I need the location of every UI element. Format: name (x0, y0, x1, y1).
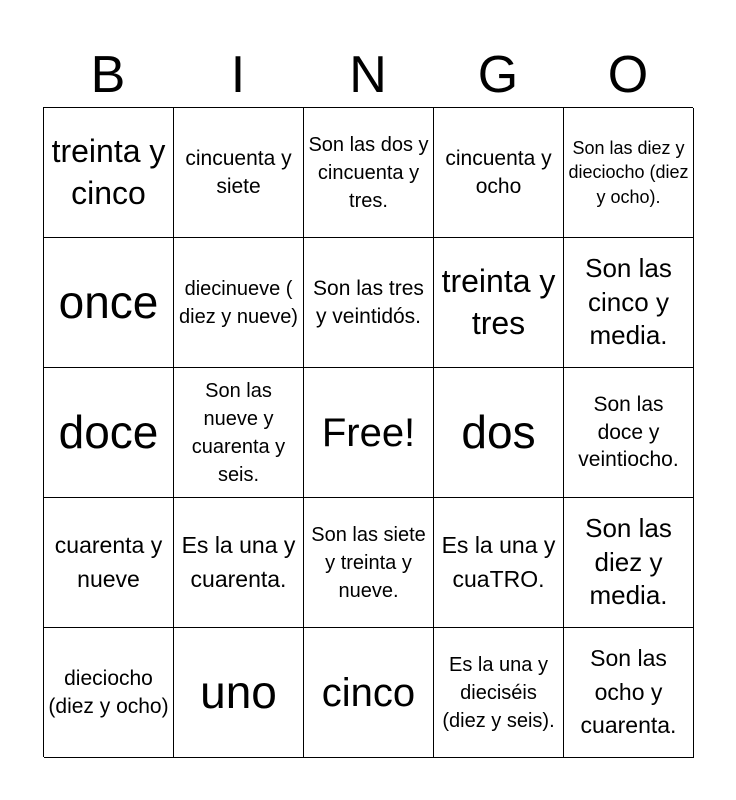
bingo-cell[interactable]: Son las cinco y media. (564, 238, 694, 368)
bingo-card (43, 107, 693, 757)
bingo-cell[interactable]: Son las nueve y cuarenta y seis. (174, 368, 304, 498)
bingo-cell[interactable]: uno (174, 628, 304, 758)
bingo-cell[interactable]: Son las siete y treinta y nueve. (304, 498, 434, 628)
bingo-cell[interactable]: Son las doce y veintiocho. (564, 368, 694, 498)
bingo-cell[interactable]: cincuenta y siete (174, 108, 304, 238)
header-letter-b: B (90, 46, 126, 104)
bingo-cell[interactable]: Son las dos y cincuenta y tres. (304, 108, 434, 238)
bingo-cell[interactable]: dos (434, 368, 564, 498)
bingo-cell[interactable]: Son las diez y dieciocho (diez y ocho). (564, 108, 694, 238)
bingo-cell[interactable]: treinta y tres (434, 238, 564, 368)
bingo-cell[interactable]: Es la una y cuaTRO. (434, 498, 564, 628)
header-letter-i: I (230, 46, 246, 104)
bingo-cell[interactable]: dieciocho (diez y ocho) (44, 628, 174, 758)
bingo-cell[interactable]: Son las diez y media. (564, 498, 694, 628)
header-letter-n: N (349, 46, 387, 104)
bingo-cell[interactable]: Son las ocho y cuarenta. (564, 628, 694, 758)
bingo-cell[interactable]: diecinueve ( diez y nueve) (174, 238, 304, 368)
bingo-cell[interactable]: once (44, 238, 174, 368)
bingo-cell[interactable]: Son las tres y veintidós. (304, 238, 434, 368)
bingo-cell[interactable]: cinco (304, 628, 434, 758)
header-letter-o: O (607, 46, 649, 104)
bingo-cell[interactable]: doce (44, 368, 174, 498)
bingo-cell[interactable]: cincuenta y ocho (434, 108, 564, 238)
bingo-cell[interactable]: cuarenta y nueve (44, 498, 174, 628)
bingo-header (43, 44, 693, 106)
header-letter-g: G (477, 46, 519, 104)
free-space-cell[interactable]: Free! (304, 368, 434, 498)
bingo-cell[interactable]: treinta y cinco (44, 108, 174, 238)
bingo-cell[interactable]: Es la una y dieciséis (diez y seis). (434, 628, 564, 758)
bingo-cell[interactable]: Es la una y cuarenta. (174, 498, 304, 628)
